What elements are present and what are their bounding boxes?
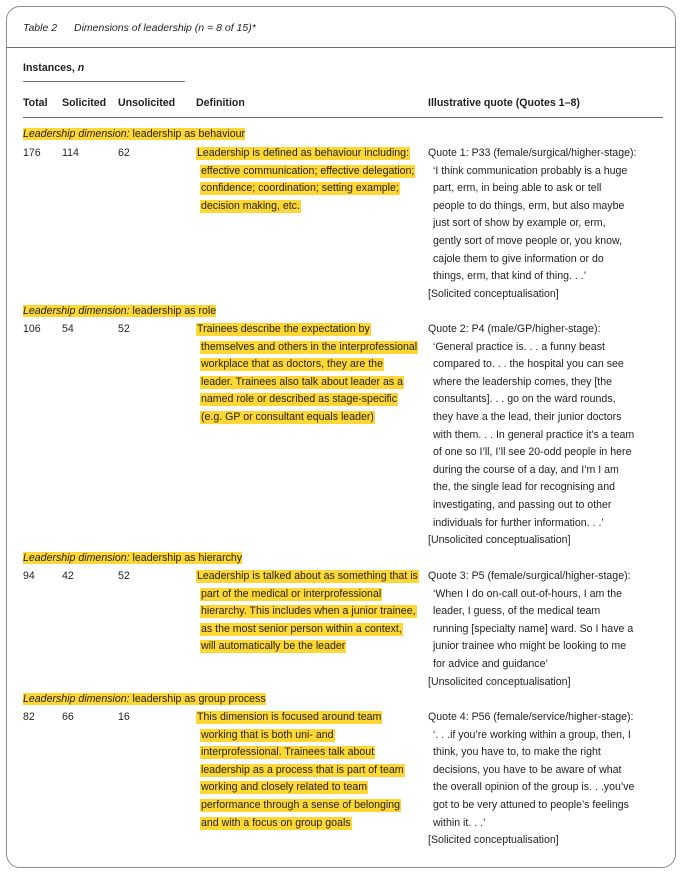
definition-line: working that is both uni- and [201,728,334,741]
quote-line: for advice and guidance’ [433,657,548,670]
definition-line: and with a focus on group goals [201,816,351,829]
quote-line: of one so I’ll, I’ll see 20-odd people in here [433,446,632,459]
instances-header-text: Instances, [23,62,78,74]
quote-line: decisions, you have to be aware of what [433,763,622,776]
quote-line: think, you have to, to make the right [433,746,601,759]
dimension-prefix: Leadership dimension: [23,128,130,140]
quote-line: Quote 4: P56 (female/service/higher-stage): [428,711,634,723]
definition-line: workplace that as doctors, they are the [201,358,383,371]
definition-line: This dimension is focused around team [197,711,382,723]
quote-3 [428,569,663,692]
dimension-name: leadership as group process [129,693,266,705]
definition-line: effective communication; effective delegation; [201,164,415,177]
dimension-prefix: Leadership dimension: [23,305,130,317]
quote-line: during the course of a day, and I’m I am [433,463,619,476]
dimension-name: leadership as behaviour [129,128,246,140]
quote-line: leader, I guess, of the medical team [433,605,601,618]
quote-line: gently sort of move people or, you know, [433,234,623,247]
dimension-name: leadership as role [129,305,217,317]
definition-line: leader. Trainees also talk about leader as a [201,375,403,388]
definition-line: named role or described as stage-specific [201,393,398,406]
definition-line: leadership as a process that is part of team [201,763,404,776]
caption-rule [7,47,675,48]
solicited-value: 66 [62,711,74,723]
solicited-value: 54 [62,323,74,335]
unsolicited-value: 52 [118,323,130,335]
total-value: 176 [23,147,41,159]
quote-line: ‘I think communication probably is a huge [433,164,628,177]
quote-line: [Unsolicited conceptualisation] [428,675,571,688]
definition-line: interprofessional. Trainees talk about [201,746,375,759]
definition-line: hierarchy. This includes when a junior trainee, [201,605,416,618]
dimension-label-hierarchy [23,551,242,565]
dimension-label-behaviour [23,127,245,141]
instances-header-n: n [77,62,85,74]
solicited-value: 114 [62,147,79,159]
quote-line: where the leadership comes, they [the [433,375,613,388]
quote-line: ‘. . .if you’re working within a group, then, I [433,728,631,741]
definition-behaviour [196,146,421,216]
quote-line: [Solicited conceptualisation] [428,834,559,847]
quote-line: the overall opinion of the group is. . .you’ve [433,781,635,794]
col-header-quote: Illustrative quote (Quotes 1–8) [428,97,580,109]
definition-line: Trainees describe the expectation by [197,323,370,335]
table-caption [23,22,256,34]
definition-line: will automatically be the leader [201,640,346,653]
dimension-prefix: Leadership dimension: [23,693,130,705]
unsolicited-value: 62 [118,147,130,159]
col-header-total: Total [23,97,48,109]
quote-line: consultants]. . . go on the ward rounds, [433,393,616,406]
quote-line: part, erm, in being able to ask or tell [433,182,602,195]
definition-line: (e.g. GP or consultant equals leader) [201,410,374,423]
definition-line: themselves and others in the interprofessional [201,340,418,353]
definition-group-process [196,710,421,833]
quote-line: Quote 2: P4 (male/GP/higher-stage): [428,323,601,335]
quote-line: with them. . . In general practice it’s a team [433,428,635,441]
quote-line: [Unsolicited conceptualisation] [428,534,571,547]
quote-line: junior trainee who might be looking to me [433,640,627,653]
quote-line: people to do things, erm, but also maybe [433,199,625,212]
quote-1 [428,146,663,304]
unsolicited-value: 16 [118,711,130,723]
unsolicited-value: 52 [118,570,130,582]
table-title: Dimensions of leadership (n = 8 of 15)* [73,22,256,34]
definition-hierarchy [196,569,421,657]
quote-line: things, erm, that kind of thing. . .’ [433,270,587,283]
instances-rule [23,81,185,82]
quote-line: [Solicited conceptualisation] [428,287,559,300]
col-header-definition: Definition [196,97,245,109]
total-value: 94 [23,570,35,582]
quote-line: got to be very attuned to people’s feelings [433,798,629,811]
quote-4 [428,710,663,851]
col-header-unsolicited: Unsolicited [118,97,176,109]
quote-line: ‘When I do on-call out-of-hours, I am the [433,587,623,600]
header-rule [23,117,663,118]
definition-line: Leadership is talked about as something that is [197,570,418,582]
definition-line: as the most senior person within a context, [201,622,402,635]
definition-line: confidence; coordination; setting example; [201,182,399,195]
quote-line: individuals for further information. . .’ [433,516,604,529]
col-header-solicited: Solicited [62,97,107,109]
definition-line: Leadership is defined as behaviour including: [197,147,410,159]
definition-role [196,322,421,428]
quote-line: within it. . .’ [433,816,486,829]
quote-line: they have a the lead, their junior doctors [433,410,622,423]
quote-line: running [specialty name] ward. So I have a [433,622,634,635]
quote-2 [428,322,663,551]
dimension-label-group-process [23,692,266,706]
quote-line: the, the single lead for recognising and [433,481,615,494]
solicited-value: 42 [62,570,74,582]
quote-line: compared to. . . the hospital you can see [433,358,624,371]
instances-header [23,61,84,75]
dimension-name: leadership as hierarchy [129,552,243,564]
quote-line: cajole them to give information or do [433,252,604,265]
total-value: 82 [23,711,35,723]
quote-line: investigating, and passing out to other [433,498,612,511]
definition-line: decision making, etc. [201,199,300,212]
dimension-label-role [23,304,216,318]
quote-line: Quote 1: P33 (female/surgical/higher-stage): [428,147,637,159]
total-value: 106 [23,323,41,335]
definition-line: part of the medical or interprofessional [201,587,382,600]
dimension-prefix: Leadership dimension: [23,552,130,564]
quote-line: ‘General practice is. . . a funny beast [433,340,605,353]
quote-line: Quote 3: P5 (female/surgical/higher-stage): [428,570,631,582]
definition-line: performance through a sense of belonging [201,798,401,811]
definition-line: working and closely related to team [201,781,368,794]
table-number: Table 2 [23,22,58,34]
quote-line: just sort of show by example or, erm, [433,217,606,230]
